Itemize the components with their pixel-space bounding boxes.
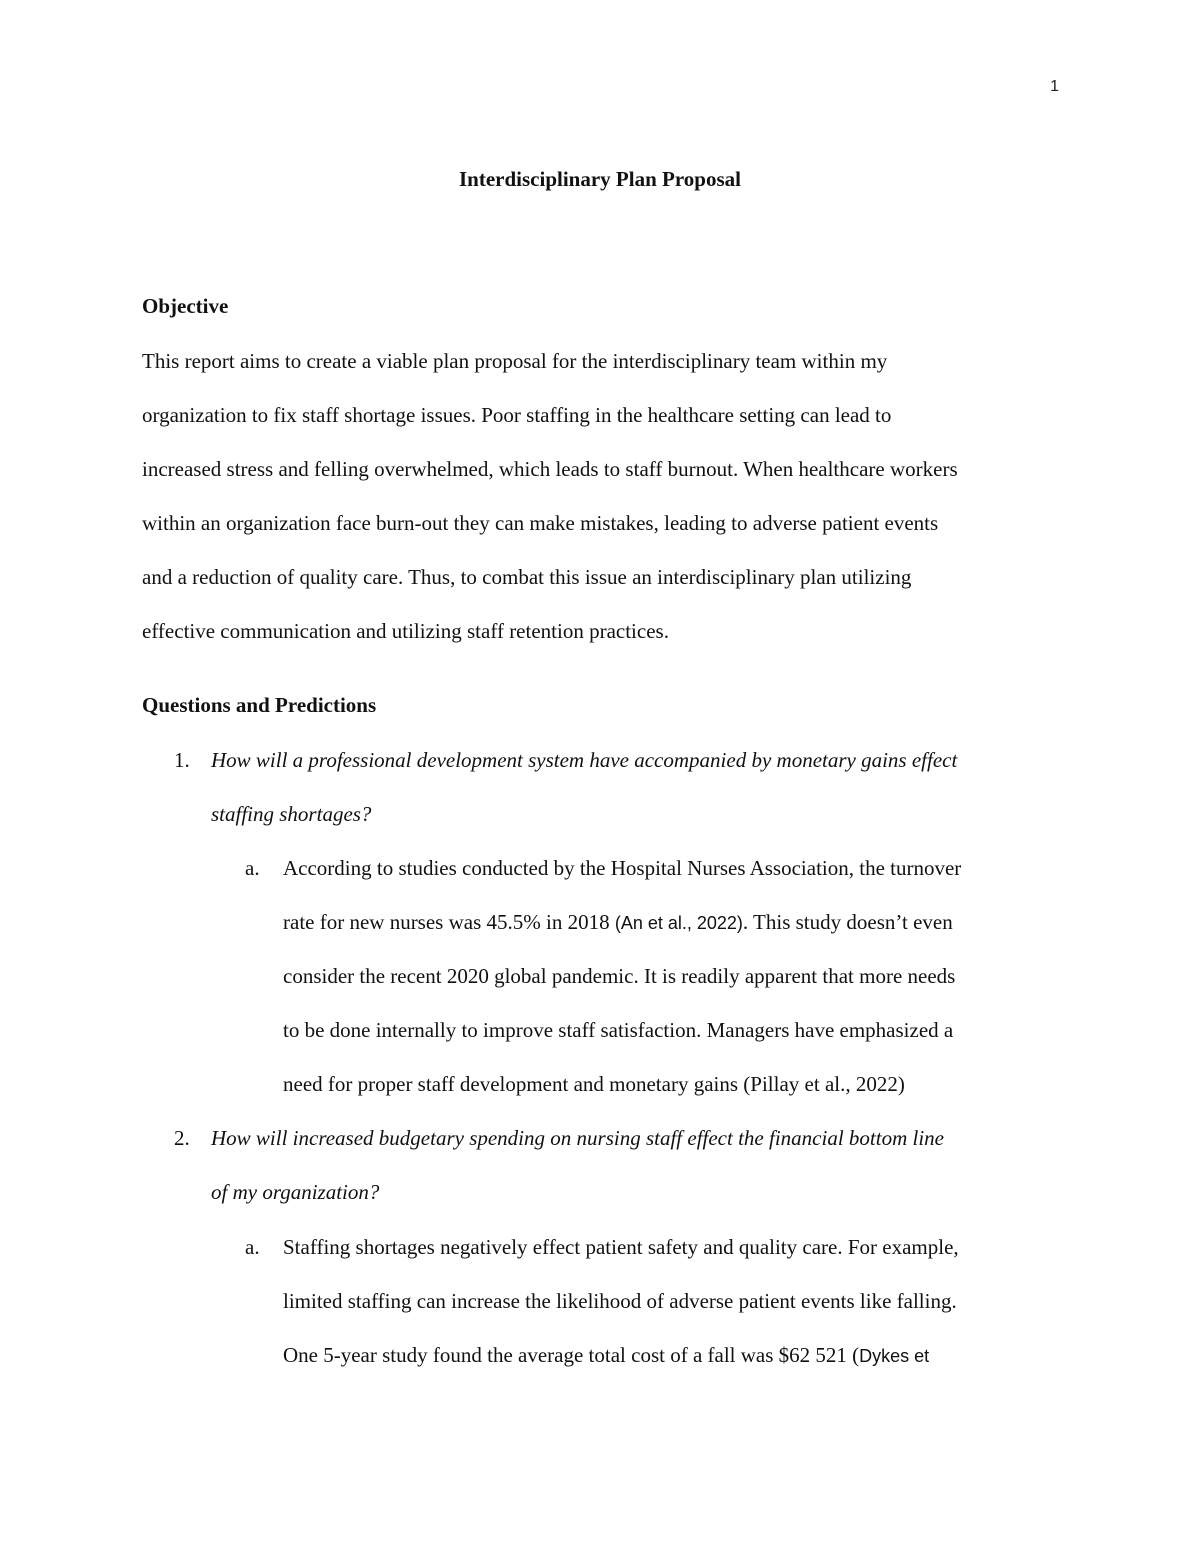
citation: (An et al., 2022) <box>614 913 743 933</box>
objective-line: and a reduction of quality care. Thus, to combat this issue an interdisciplinary plan utilizing <box>142 565 912 589</box>
citation: Dykes et <box>859 1346 930 1366</box>
question-number: 2. <box>174 1126 190 1150</box>
answer-text: to be done internally to improve staff satisfaction. Managers have emphasized a <box>283 1018 954 1042</box>
answer-text <box>283 910 953 935</box>
objective-line: organization to fix staff shortage issues. Poor staffing in the healthcare setting can lead to <box>142 403 892 427</box>
answer-text-segment: . This study doesn’t even <box>742 910 953 934</box>
answer-text: Staffing shortages negatively effect patient safety and quality care. For example, <box>283 1235 959 1259</box>
page-number: 1 <box>1050 78 1059 95</box>
answer-text: need for proper staff development and monetary gains (Pillay et al., 2022) <box>283 1072 905 1096</box>
objective-heading: Objective <box>142 294 229 318</box>
question-text: staffing shortages? <box>211 802 372 826</box>
document-title: Interdisciplinary Plan Proposal <box>459 167 741 191</box>
question-number: 1. <box>174 748 190 772</box>
answer-label: a. <box>245 856 260 880</box>
answer-text: According to studies conducted by the Hospital Nurses Association, the turnover <box>283 856 962 880</box>
question-text: How will a professional development system have accompanied by monetary gains effect <box>211 748 958 772</box>
question-text: of my organization? <box>211 1180 380 1204</box>
answer-text: limited staffing can increase the likelihood of adverse patient events like falling. <box>283 1289 957 1313</box>
answer-text: consider the recent 2020 global pandemic. It is readily apparent that more needs <box>283 964 956 988</box>
objective-line: increased stress and felling overwhelmed, which leads to staff burnout. When healthcare workers <box>142 457 958 481</box>
objective-line: effective communication and utilizing staff retention practices. <box>142 619 669 643</box>
questions-heading: Questions and Predictions <box>142 693 377 717</box>
answer-text-segment: rate for new nurses was 45.5% in 2018 <box>283 910 615 934</box>
answer-text-segment: One 5-year study found the average total cost of a fall was $62 521 ( <box>283 1343 860 1367</box>
question-text: How will increased budgetary spending on nursing staff effect the financial bottom line <box>211 1126 944 1150</box>
answer-label: a. <box>245 1235 260 1259</box>
answer-text <box>283 1343 929 1368</box>
objective-line: This report aims to create a viable plan proposal for the interdisciplinary team within my <box>142 349 888 373</box>
objective-line: within an organization face burn-out they can make mistakes, leading to adverse patient events <box>142 511 939 535</box>
